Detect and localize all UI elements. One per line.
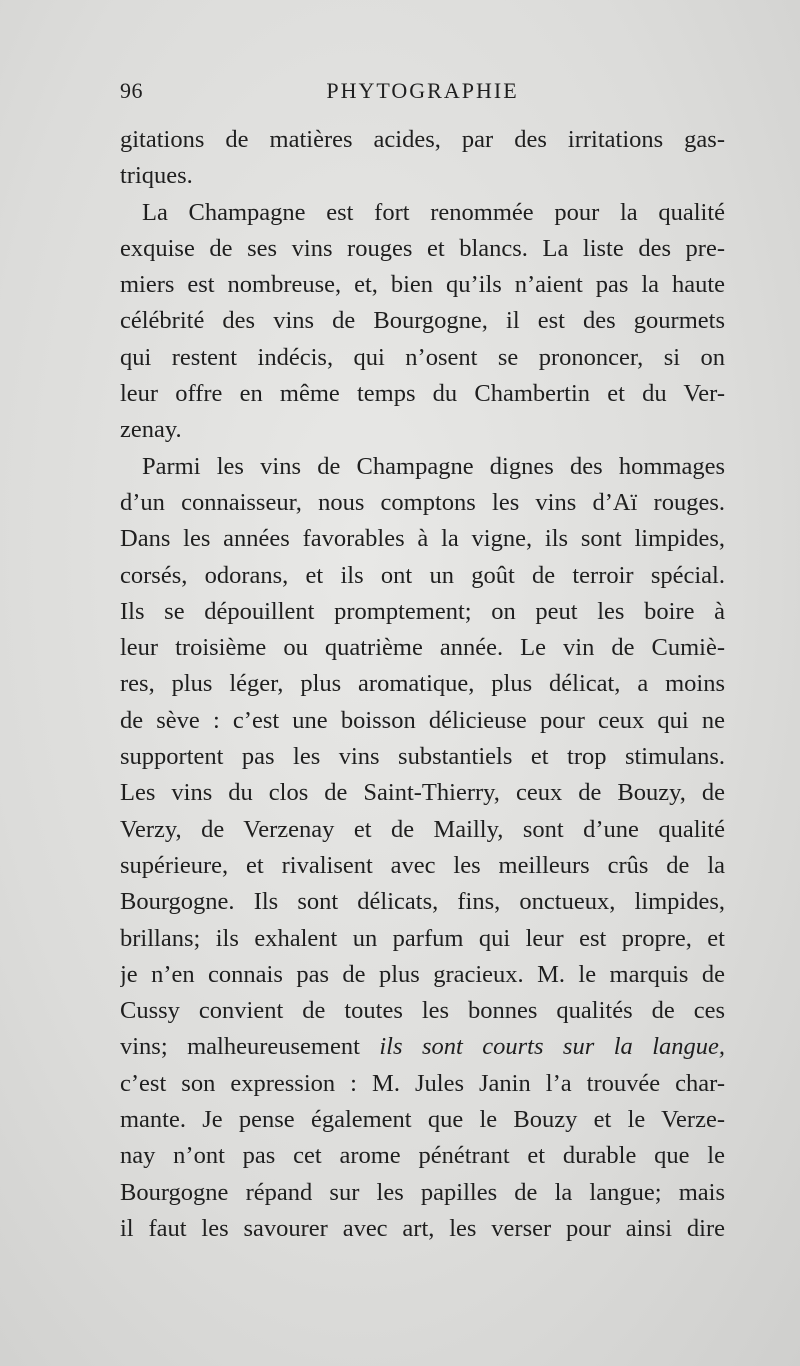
text-line: Parmi les vins de Champagne dignes des hommages xyxy=(142,452,725,480)
page-body xyxy=(120,122,725,1242)
text-line: Bourgogne répand sur les papilles de la langue; mais xyxy=(120,1178,725,1206)
text-line: Dans les années favorables à la vigne, ils sont limpides, xyxy=(120,525,725,553)
text-line: supportent pas les vins substantiels et trop stimulans. xyxy=(120,743,725,771)
text-line: Les vins du clos de Saint-Thierry, ceux de Bouzy, de xyxy=(120,779,725,807)
text-line: leur offre en même temps du Chambertin et du Ver- xyxy=(120,380,725,408)
text-line: leur troisième ou quatrième année. Le vin de Cumiè- xyxy=(120,634,725,662)
text-line: Cussy convient de toutes les bonnes qualités de ces xyxy=(120,997,725,1025)
text-line: c’est son expression : M. Jules Janin l’a trouvée char- xyxy=(120,1069,725,1097)
text-line: zenay. xyxy=(120,416,182,444)
text-run: vins; malheureusement xyxy=(120,1033,380,1061)
text-line: je n’en connais pas de plus gracieux. M. le marquis de xyxy=(120,960,725,988)
text-line: d’un connaisseur, nous comptons les vins d’Aï rouges. xyxy=(120,488,725,516)
text-line: exquise de ses vins rouges et blancs. La liste des pre- xyxy=(120,234,725,262)
text-line: Verzy, de Verzenay et de Mailly, sont d’une qualité xyxy=(120,815,725,843)
text-line: Ils se dépouillent promptement; on peut les boire à xyxy=(120,597,725,625)
text-line: célébrité des vins de Bourgogne, il est des gourmets xyxy=(120,307,725,335)
text-line: qui restent indécis, qui n’osent se prononcer, si on xyxy=(120,343,725,371)
text-line: de sève : c’est une boisson délicieuse pour ceux qui ne xyxy=(120,706,725,734)
text-line xyxy=(120,1029,725,1065)
text-line: mante. Je pense également que le Bouzy et le Verze- xyxy=(120,1106,725,1134)
text-line: corsés, odorans, et ils ont un goût de terroir spécial. xyxy=(120,561,725,589)
text-line: supérieure, et rivalisent avec les meilleurs crûs de la xyxy=(120,851,725,879)
text-line: Bourgogne. Ils sont délicats, fins, onctueux, limpides, xyxy=(120,888,725,916)
text-line: gitations de matières acides, par des irritations gas- xyxy=(120,126,725,153)
running-head: PHYTOGRAPHIE xyxy=(326,78,519,103)
text-line: nay n’ont pas cet arome pénétrant et durable que le xyxy=(120,1142,725,1170)
text-line: brillans; ils exhalent un parfum qui leur est propre, et xyxy=(120,924,725,952)
italic-quote: ils sont courts sur la langue, xyxy=(379,1033,725,1061)
page-number: 96 xyxy=(120,78,143,103)
text-line: triques. xyxy=(120,162,193,190)
text-line: il faut les savourer avec art, les verser pour ainsi dire xyxy=(120,1214,725,1242)
page-header xyxy=(120,78,725,112)
text-line: La Champagne est fort renommée pour la qualité xyxy=(142,198,725,226)
text-line: res, plus léger, plus aromatique, plus délicat, a moins xyxy=(120,670,725,698)
text-line: miers est nombreuse, et, bien qu’ils n’aient pas la haute xyxy=(120,271,725,299)
